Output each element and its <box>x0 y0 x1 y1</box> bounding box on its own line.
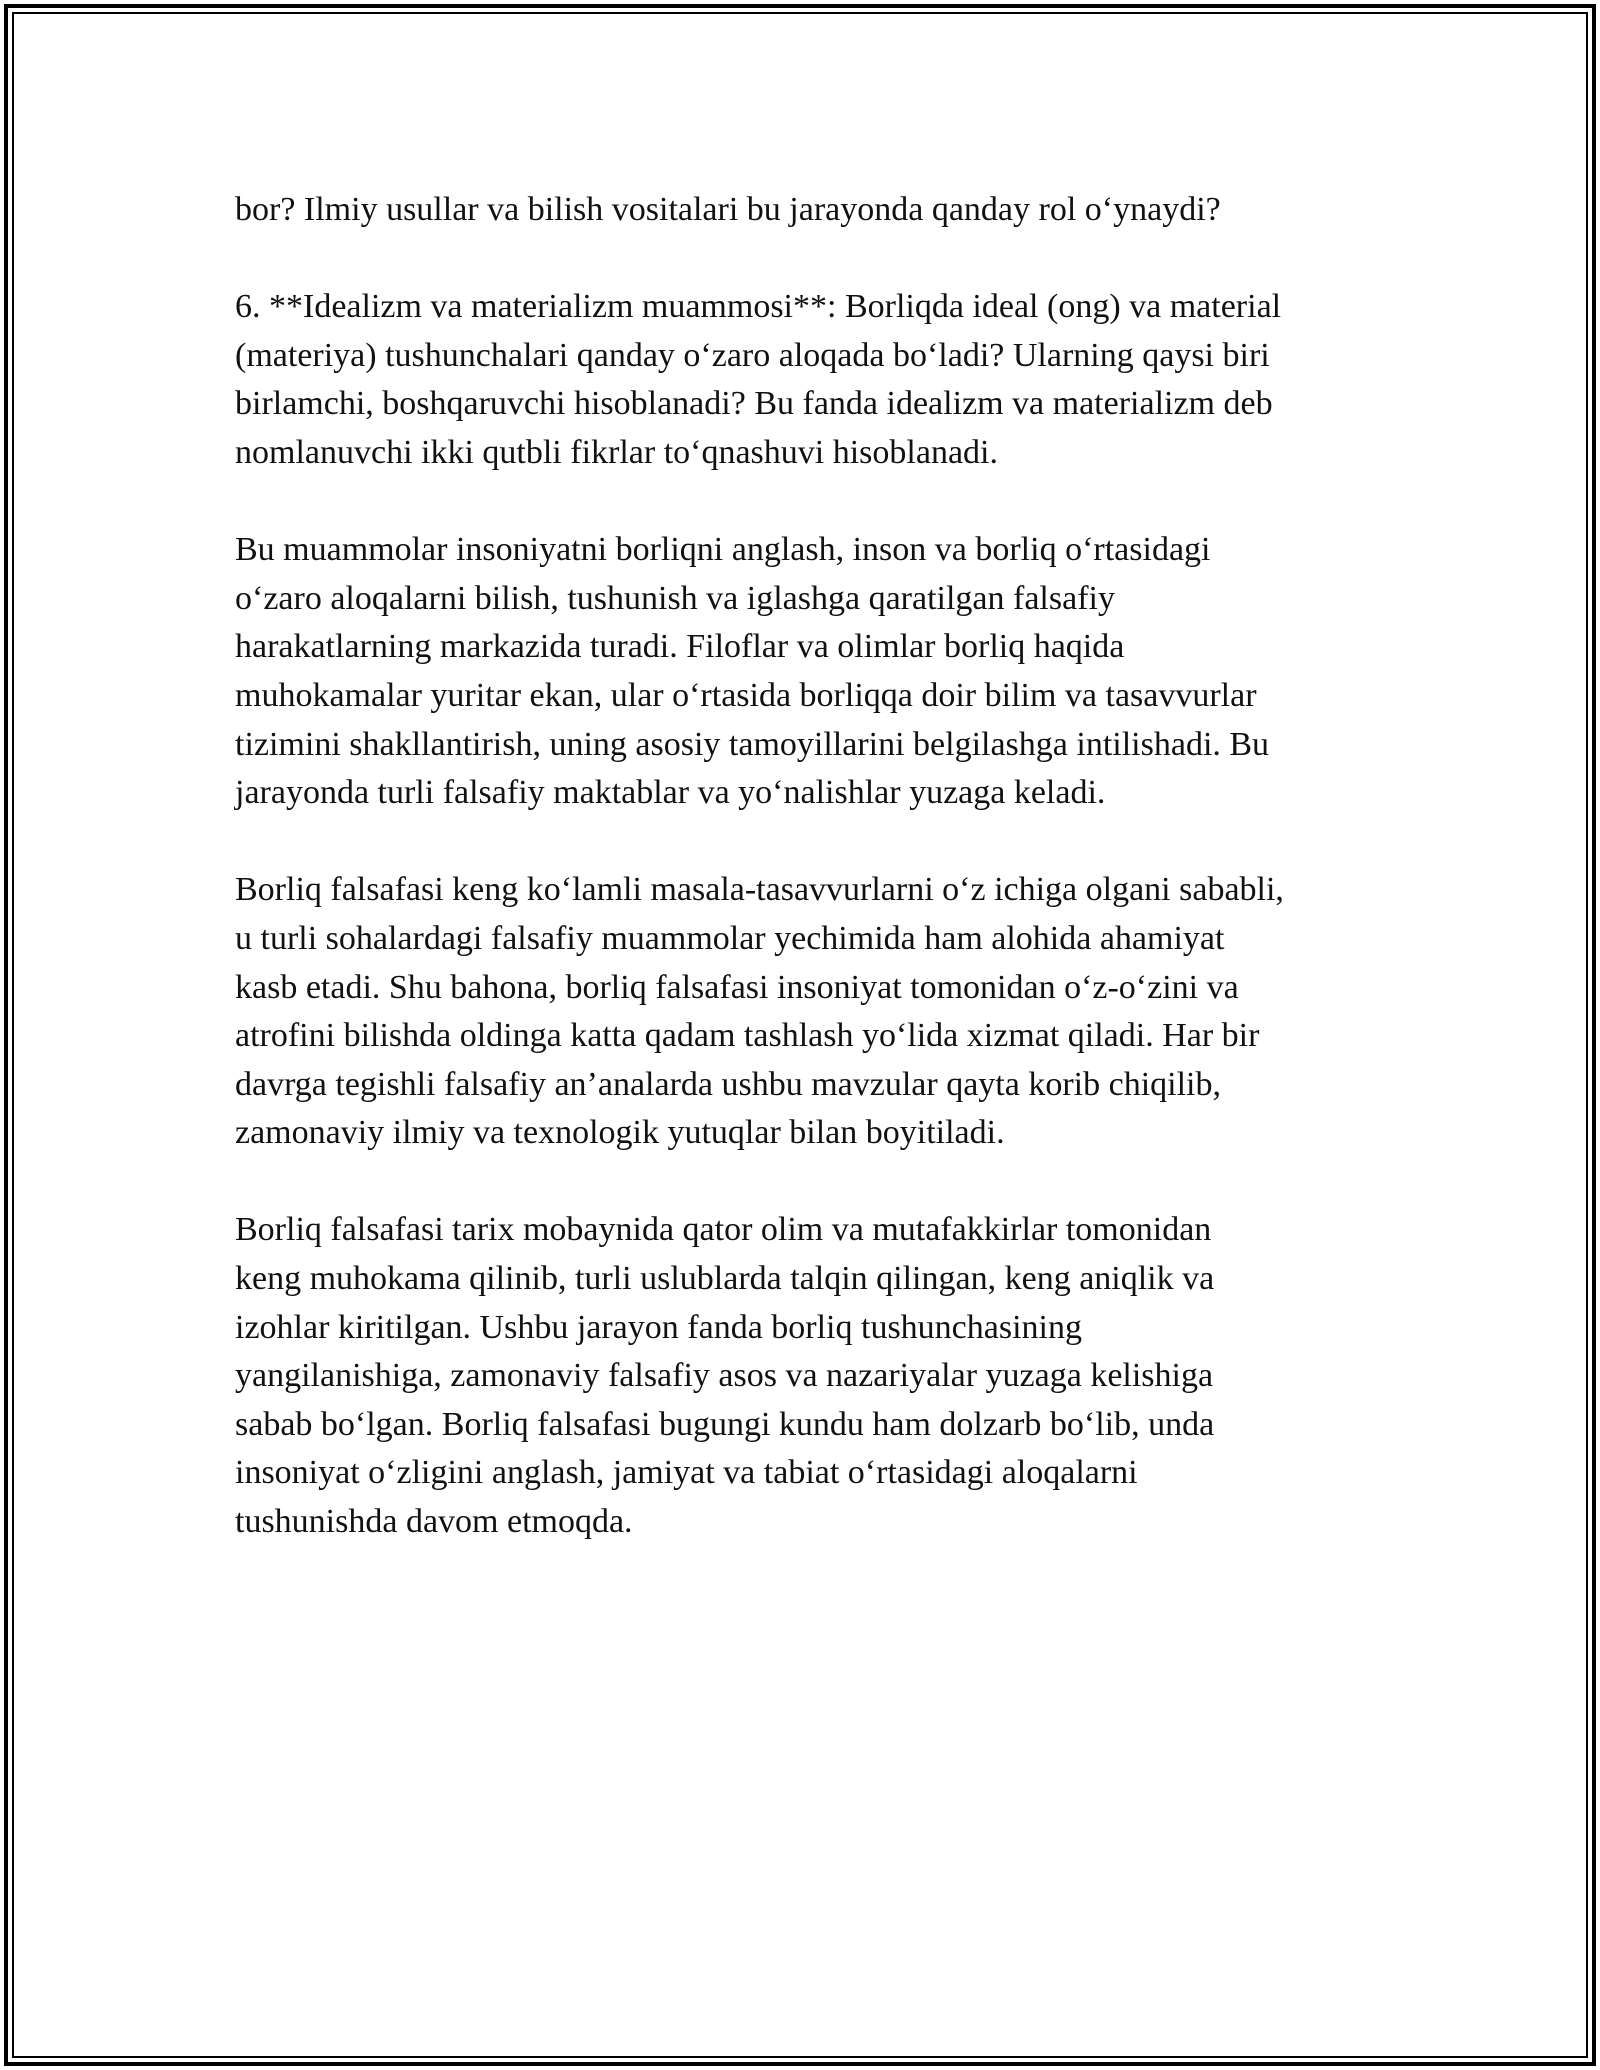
paragraph-problems-center: Bu muammolar insoniyatni borliqni anglash, inson va borliq o‘rtasidagi o‘zaro aloqalarni bilish, tushunish va iglashga qaratilgan falsafiy harakatlarning markazida turadi. Filoflar va olimlar borliq haqida muhokamalar yuritar ekan, ular o‘rtasida borliqqa doir bilim va tasavvurlar tizimini shakllantirish, uning asosiy tamoyillarini belgilashga intilishadi. Bu jarayonda turli falsafiy maktablar va yo‘nalishlar yuzaga keladi. <box>235 531 1270 812</box>
paragraph-idealism-materialism: 6. **Idealizm va materializm muammosi**: Borliqda ideal (ong) va material (materiya) tushunchalari qanday o‘zaro aloqada bo‘ladi? Ularning qaysi biri birlamchi, boshqaruvchi hisoblanadi? Bu fanda idealizm va materializm deb nomlanuvchi ikki qutbli fikrlar to‘qnashuvi hisoblanadi. <box>235 288 1282 471</box>
paragraph-philosophy-scope: Borliq falsafasi keng ko‘lamli masala-tasavvurlarni o‘z ichiga olgani sababli, u turli sohalardagi falsafiy muammolar yechimida ham alohida ahamiyat kasb etadi. Shu bahona, borliq falsafasi insoniyat tomonidan o‘z-o‘zini va atrofini bilishda oldinga katta qadam tashlash yo‘lida xizmat qiladi. Har bir davrga tegishli falsafiy an’analarda ushbu mavzular qayta korib chiqilib, zamonaviy ilmiy va texnologik yutuqlar bilan boyitiladi. <box>235 871 1284 1152</box>
paragraph-continuation: bor? Ilmiy usullar va bilish vositalari bu jarayonda qanday rol o‘ynaydi? <box>235 191 1221 228</box>
document-body <box>235 186 1380 1595</box>
paragraph-history: Borliq falsafasi tarix mobaynida qator olim va mutafakkirlar tomonidan keng muhokama qilinib, turli uslublarda talqin qilingan, keng aniqlik va izohlar kiritilgan. Ushbu jarayon fanda borliq tushunchasining yangilanishiga, zamonaviy falsafiy asos va nazariyalar yuzaga kelishiga sabab bo‘lgan. Borliq falsafasi bugungi kundu ham dolzarb bo‘lib, unda insoniyat o‘zligini anglash, jamiyat va tabiat o‘rtasidagi aloqalarni tushunishda davom etmoqda. <box>235 1211 1215 1541</box>
